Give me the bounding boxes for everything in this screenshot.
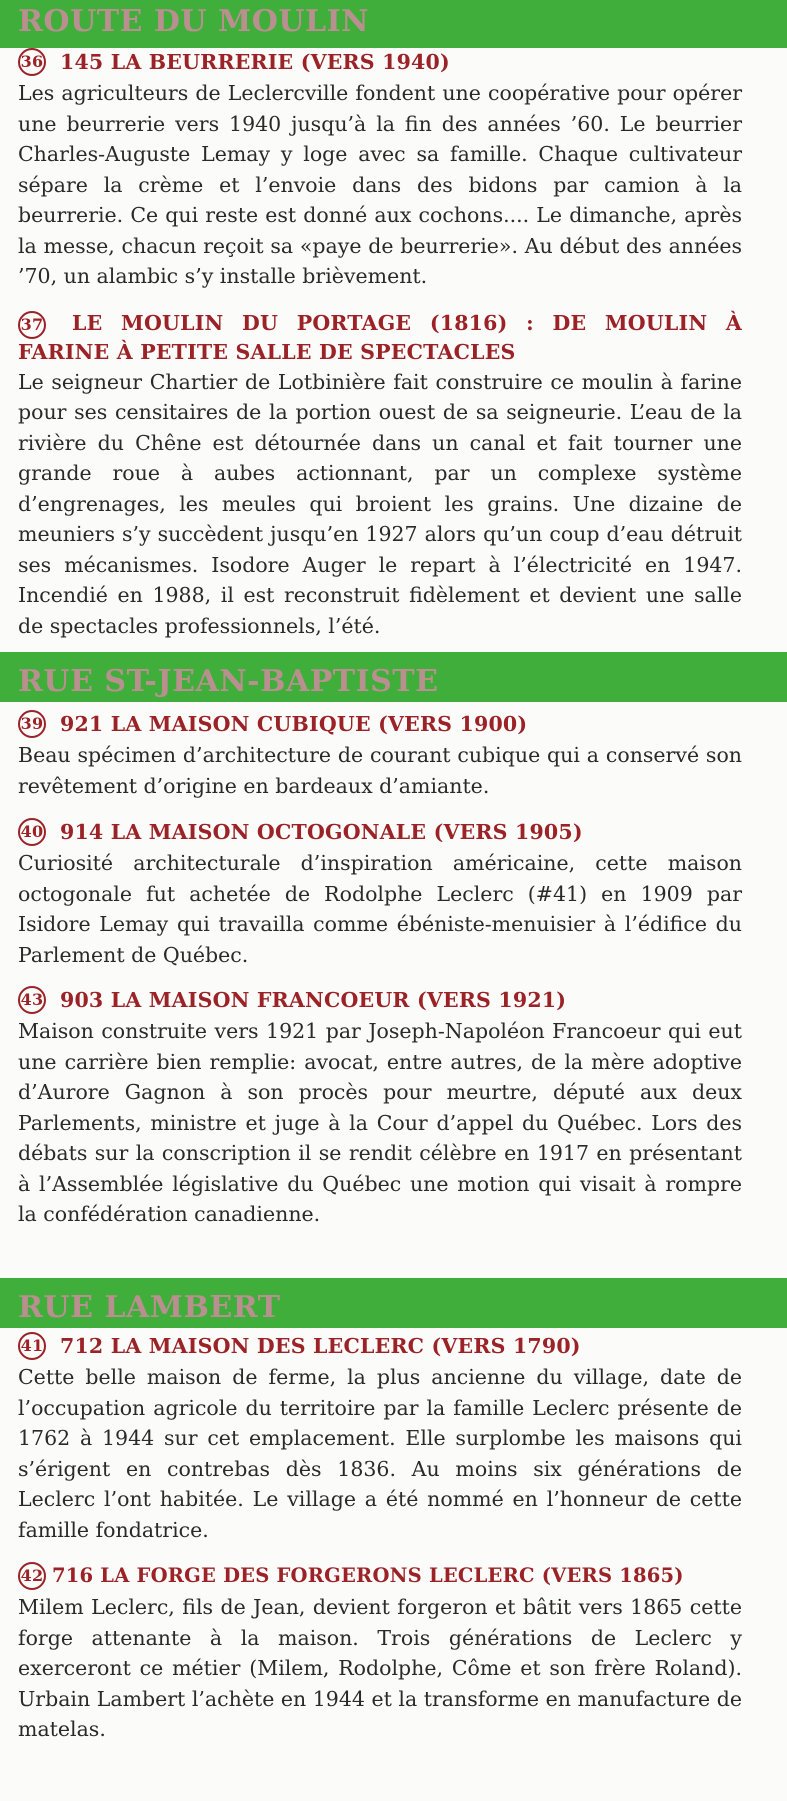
section-header-band [0, 652, 787, 702]
entry-36 [18, 48, 742, 292]
entry-number-badge: 36 [18, 48, 46, 76]
entry-title: 716 LA FORGE DES FORGERONS LECLERC (VERS 1865) [52, 1564, 684, 1587]
entry-title: LE MOULIN DU PORTAGE (1816) : DE MOULIN À FARINE À PETITE SALLE DE SPECTACLES [18, 311, 742, 364]
entry-heading [18, 818, 742, 846]
entry-heading [18, 310, 742, 365]
entry-42 [18, 1562, 742, 1745]
section-title: RUE ST-JEAN-BAPTISTE [18, 664, 439, 699]
section-title: RUE LAMBERT [18, 1290, 281, 1325]
entry-title: 712 LA MAISON DES LECLERC (VERS 1790) [60, 1334, 581, 1358]
entry-text: Le seigneur Chartier de Lotbinière fait construire ce moulin à farine pour ses censitaires de la portion ouest de sa seigneurie. L’eau de la rivière du Chêne est détournée dans un canal et fait tourner une grande roue à aubes actionnant, par un complexe système d’engrenages, les meules qui broient les grains. Une dizaine de meuniers s’y succèdent jusqu’en 1927 alors qu’un coup d’eau détruit ses mécanismes. Isodore Auger le repart à l’électricité en 1947. Incendié en 1988, il est reconstruit fidèlement et devient une salle de spectacles professionnels, l’été. [18, 369, 742, 638]
entry-heading [18, 1332, 742, 1360]
entry-number-badge: 42 [18, 1562, 46, 1590]
entry-number-badge: 37 [18, 311, 46, 339]
entry-39 [18, 710, 742, 801]
entry-number-badge: 41 [18, 1332, 46, 1360]
section-header-band [0, 1278, 787, 1328]
entry-heading [18, 986, 742, 1014]
entry-text: Milem Leclerc, fils de Jean, devient forgeron et bâtit vers 1865 cette forge attenante à la maison. Trois générations de Leclerc y exerceront ce métier (Milem, Rodolphe, Côme et son frère Roland). Urbain Lambert l’achète en 1944 et la transforme en manufacture de matelas. [18, 1595, 742, 1741]
section-rue-st-jean-baptiste [0, 652, 787, 702]
entry-title: 914 LA MAISON OCTOGONALE (VERS 1905) [60, 820, 583, 844]
entry-heading [18, 1562, 742, 1590]
section-title: ROUTE DU MOULIN [18, 4, 370, 39]
section-rue-lambert [0, 1278, 787, 1328]
entry-heading [18, 48, 742, 76]
entry-text: Cette belle maison de ferme, la plus ancienne du village, date de l’occupation agricole du territoire par la famille Leclerc présente de 1762 à 1944 sur cet emplacement. Elle surplombe les maisons qui s’érigent en contrebas dès 1836. Au moins six générations de Leclerc l’ont habitée. Le village a été nommé en l’honneur de cette famille fondatrice. [18, 1365, 742, 1542]
entry-43 [18, 986, 742, 1230]
entry-title: 145 LA BEURRERIE (VERS 1940) [60, 50, 450, 74]
entry-text: Beau spécimen d’architecture de courant cubique qui a conservé son revêtement d’origine en bardeaux d’amiante. [18, 743, 742, 798]
entry-37 [18, 310, 742, 641]
entry-number-badge: 40 [18, 818, 46, 846]
entry-title: 903 LA MAISON FRANCOEUR (VERS 1921) [60, 988, 567, 1012]
entry-text: Curiosité architecturale d’inspiration américaine, cette maison octogonale fut achetée de Rodolphe Leclerc (#41) en 1909 par Isidore Lemay qui travailla comme ébéniste-menuisier à l’édifice du Parlement de Québec. [18, 851, 742, 967]
entry-text: Les agriculteurs de Leclercville fondent une coopérative pour opérer une beurrerie vers 1940 jusqu’à la fin des années ’60. Le beurrier Charles-Auguste Lemay y loge avec sa famille. Chaque cultivateur sépare la crème et l’envoie dans des bidons par camion à la beurrerie. Ce qui reste est donné aux cochons.... Le dimanche, après la messe, chacun reçoit sa «paye de beurrerie». Au début des années ’70, un alambic s’y installe brièvement. [18, 81, 742, 288]
entry-title: 921 LA MAISON CUBIQUE (VERS 1900) [60, 712, 528, 736]
entry-number-badge: 39 [18, 710, 46, 738]
entry-41 [18, 1332, 742, 1545]
section-route-du-moulin [0, 0, 787, 48]
entry-number-badge: 43 [18, 986, 46, 1014]
entry-text: Maison construite vers 1921 par Joseph-Napoléon Francoeur qui eut une carrière bien remplie: avocat, entre autres, de la mère adoptive d’Aurore Gagnon à son procès pour meurtre, député aux deux Parlements, ministre et juge à la Cour d’appel du Québec. Lors des débats sur la conscription il se rendit célèbre en 1917 en présentant à l’Assemblée législative du Québec une motion qui visait à rompre la confédération canadienne. [18, 1019, 742, 1226]
section-header-band [0, 0, 787, 48]
entry-heading [18, 710, 742, 738]
entry-40 [18, 818, 742, 970]
